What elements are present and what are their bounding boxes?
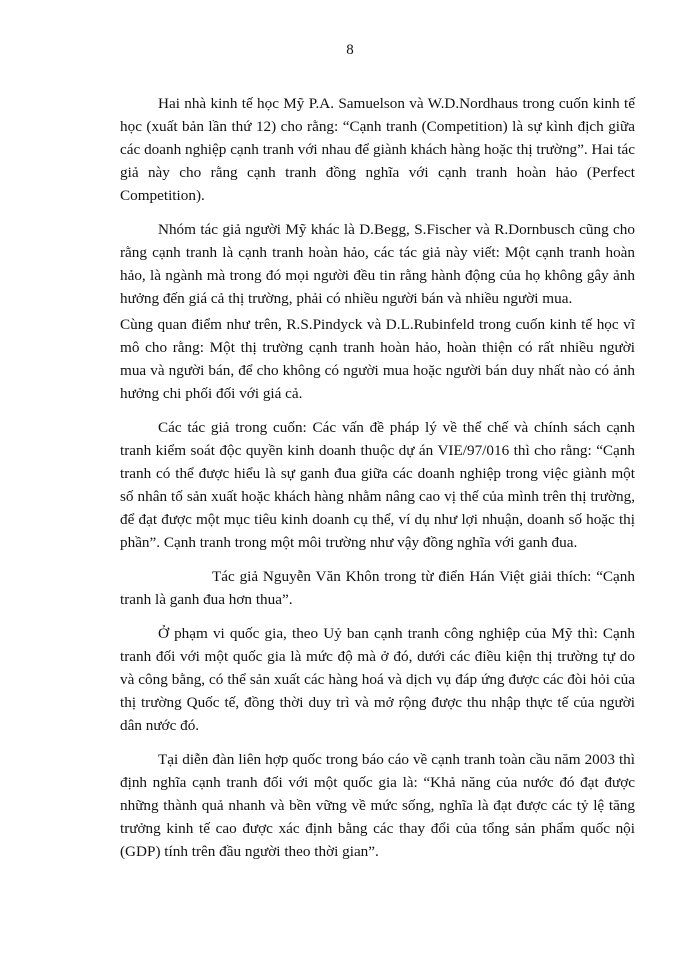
paragraph-begg: Nhóm tác giả người Mỹ khác là D.Begg, S.Fischer và R.Dornbusch cũng cho rằng cạnh tranh là cạnh tranh hoàn hảo, các tác giả này viết: Một cạnh tranh hoàn hảo, là ngành mà trong đó mọi người đều tin rằng hành động của họ không gây ảnh hưởng đến giá cả thị trường, phải có nhiều người bán và nhiều người mua.	[120, 221, 635, 307]
paragraph-global-competitiveness-report: Tại diễn đàn liên hợp quốc trong báo cáo về cạnh tranh toàn cầu năm 2003 thì định nghĩa cạnh tranh đối với một quốc gia là: “Khả năng của nước đó đạt được những thành quả nhanh và bền vững về mức sống, nghĩa là đạt được các tỷ lệ tăng trưởng kinh tế cao được xác định bằng các thay đổi của tổng sản phẩm quốc nội (GDP) tính trên đầu người theo thời gian”.	[120, 751, 635, 860]
paragraph-us-competitiveness-council: Ở phạm vi quốc gia, theo Uỷ ban cạnh tranh công nghiệp của Mỹ thì: Cạnh tranh đối với một quốc gia là mức độ mà ở đó, dưới các điều kiện thị trường tự do và công bằng, có thể sản xuất các hàng hoá và dịch vụ đáp ứng được các đòi hỏi của thị trường Quốc tế, đồng thời duy trì và mở rộng được thu nhập thực tế của người dân nước đó.	[120, 625, 635, 734]
paragraph-samuelson: Hai nhà kinh tế học Mỹ P.A. Samuelson và W.D.Nordhaus trong cuốn kinh tế học (xuất bản lần thứ 12) cho rằng: “Cạnh tranh (Competition) là sự kình địch giữa các doanh nghiệp cạnh tranh với nhau để giành khách hàng hoặc thị trường”. Hai tác giả này cho rằng cạnh tranh đồng nghĩa với cạnh tranh hoàn hảo (Perfect Competition).	[120, 95, 635, 204]
body-text	[120, 92, 635, 874]
paragraph-vie-project: Các tác giả trong cuốn: Các vấn đề pháp lý về thể chế và chính sách cạnh tranh kiểm soát độc quyền kinh doanh thuộc dự án VIE/97/016 thì cho rằng: “Cạnh tranh có thể được hiểu là sự ganh đua giữa các doanh nghiệp trong việc giành một số nhân tố sản xuất hoặc khách hàng nhằm nâng cao vị thế của mình trên thị trường, để đạt được một mục tiêu kinh doanh cụ thể, ví dụ như lợi nhuận, doanh số hoặc thị phần”. Cạnh tranh trong một môi trường như vậy đồng nghĩa với ganh đua.	[120, 419, 635, 551]
paragraph-pindyck: Cùng quan điểm như trên, R.S.Pindyck và D.L.Rubinfeld trong cuốn kinh tế học vĩ mô cho rằng: Một thị trường cạnh tranh hoàn hảo, hoàn thiện có rất nhiều người mua và người bán, để cho không có người mua hoặc người bán duy nhất nào có ảnh hưởng chi phối đối với giá cả.	[120, 316, 635, 402]
page-number: 8	[346, 42, 354, 58]
paragraph-han-viet-dictionary: Tác giả Nguyễn Văn Khôn trong từ điển Hán Việt giải thích: “Cạnh tranh là ganh đua hơn thua”.	[120, 568, 635, 608]
